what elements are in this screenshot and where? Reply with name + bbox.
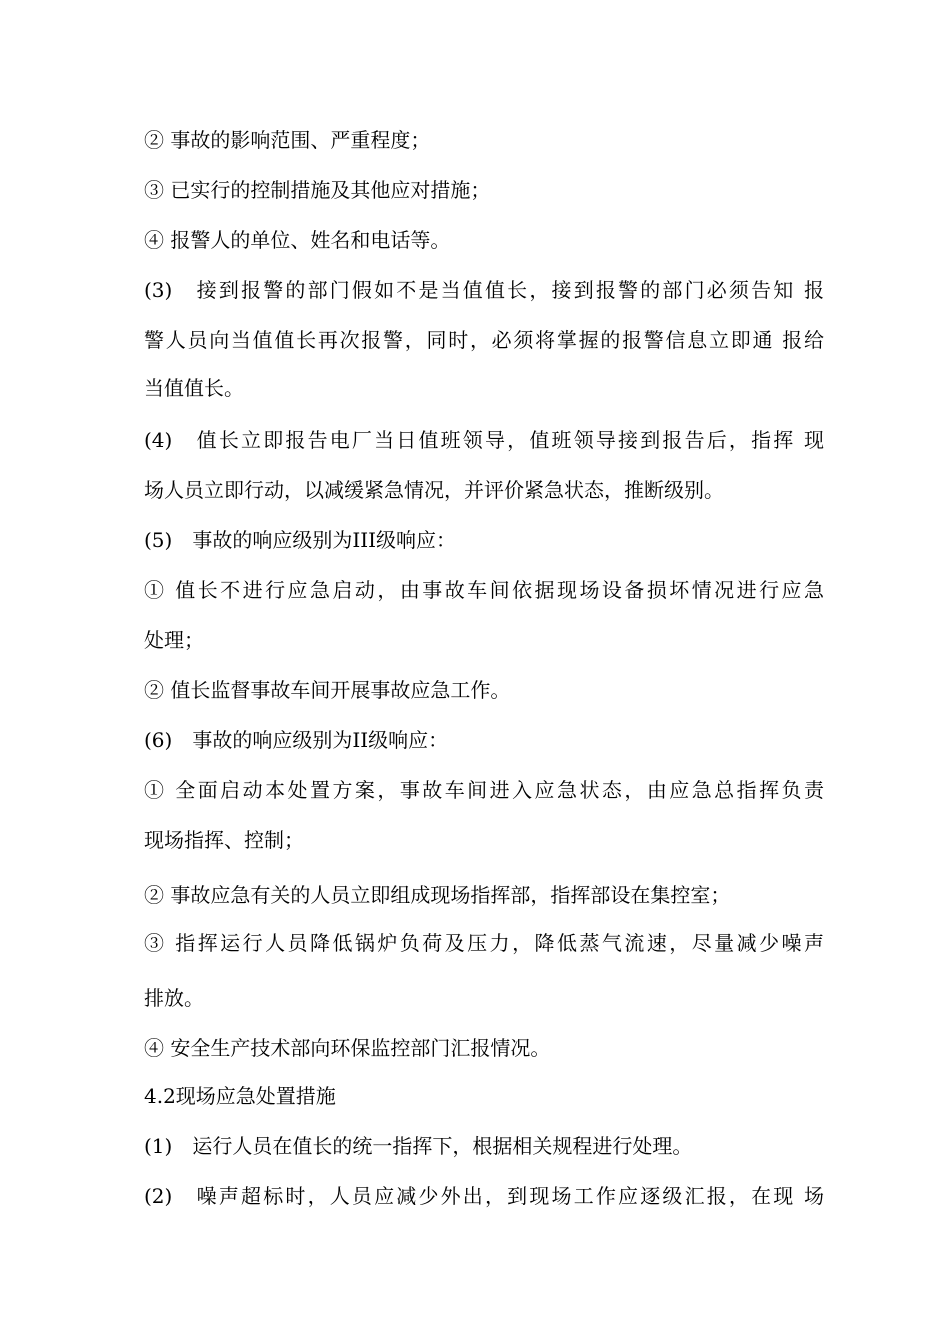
section-heading: 4.2现场应急处置措施 — [144, 1084, 336, 1108]
text-line: ③ 指挥运行人员降低锅炉负荷及压力，降低蒸气流速，尽量减少噪声 — [144, 931, 824, 955]
text-line: 警人员向当值值长再次报警，同时，必须将掌握的报警信息立即通 报给 — [144, 328, 824, 352]
text-line: ① 值长不进行应急启动，由事故车间依据现场设备损坏情况进行应急 — [144, 578, 824, 602]
text-line: ④ 报警人的单位、姓名和电话等。 — [144, 228, 451, 252]
text-line: ① 全面启动本处置方案，事故车间进入应急状态，由应急总指挥负责 — [144, 778, 824, 802]
text-line: 现场指挥、控制； — [144, 828, 304, 852]
text-line: (2) 噪声超标时，人员应减少外出，到现场工作应逐级汇报，在现 场 — [144, 1184, 824, 1208]
text-line: ② 事故的影响范围、严重程度； — [144, 128, 431, 152]
text-line: ② 事故应急有关的人员立即组成现场指挥部，指挥部设在集控室； — [144, 883, 731, 907]
text-line: (6) 事故的响应级别为II级响应： — [144, 728, 449, 752]
text-line: 当值值长。 — [144, 376, 244, 400]
text-line: (5) 事故的响应级别为III级响应： — [144, 528, 457, 552]
text-line: (4) 值长立即报告电厂当日值班领导，值班领导接到报告后，指挥 现 — [144, 428, 824, 452]
text-line: (3) 接到报警的部门假如不是当值值长，接到报警的部门必须告知 报 — [144, 278, 824, 302]
text-line: ④ 安全生产技术部向环保监控部门汇报情况。 — [144, 1036, 551, 1060]
text-line: 处理； — [144, 628, 204, 652]
text-line: 排放。 — [144, 986, 204, 1010]
text-line: ② 值长监督事故车间开展事故应急工作。 — [144, 678, 511, 702]
text-line: 场人员立即行动，以减缓紧急情况，并评价紧急状态，推断级别。 — [144, 478, 724, 502]
text-line: (1) 运行人员在值长的统一指挥下，根据相关规程进行处理。 — [144, 1134, 693, 1158]
text-line: ③ 已实行的控制措施及其他应对措施； — [144, 178, 491, 202]
